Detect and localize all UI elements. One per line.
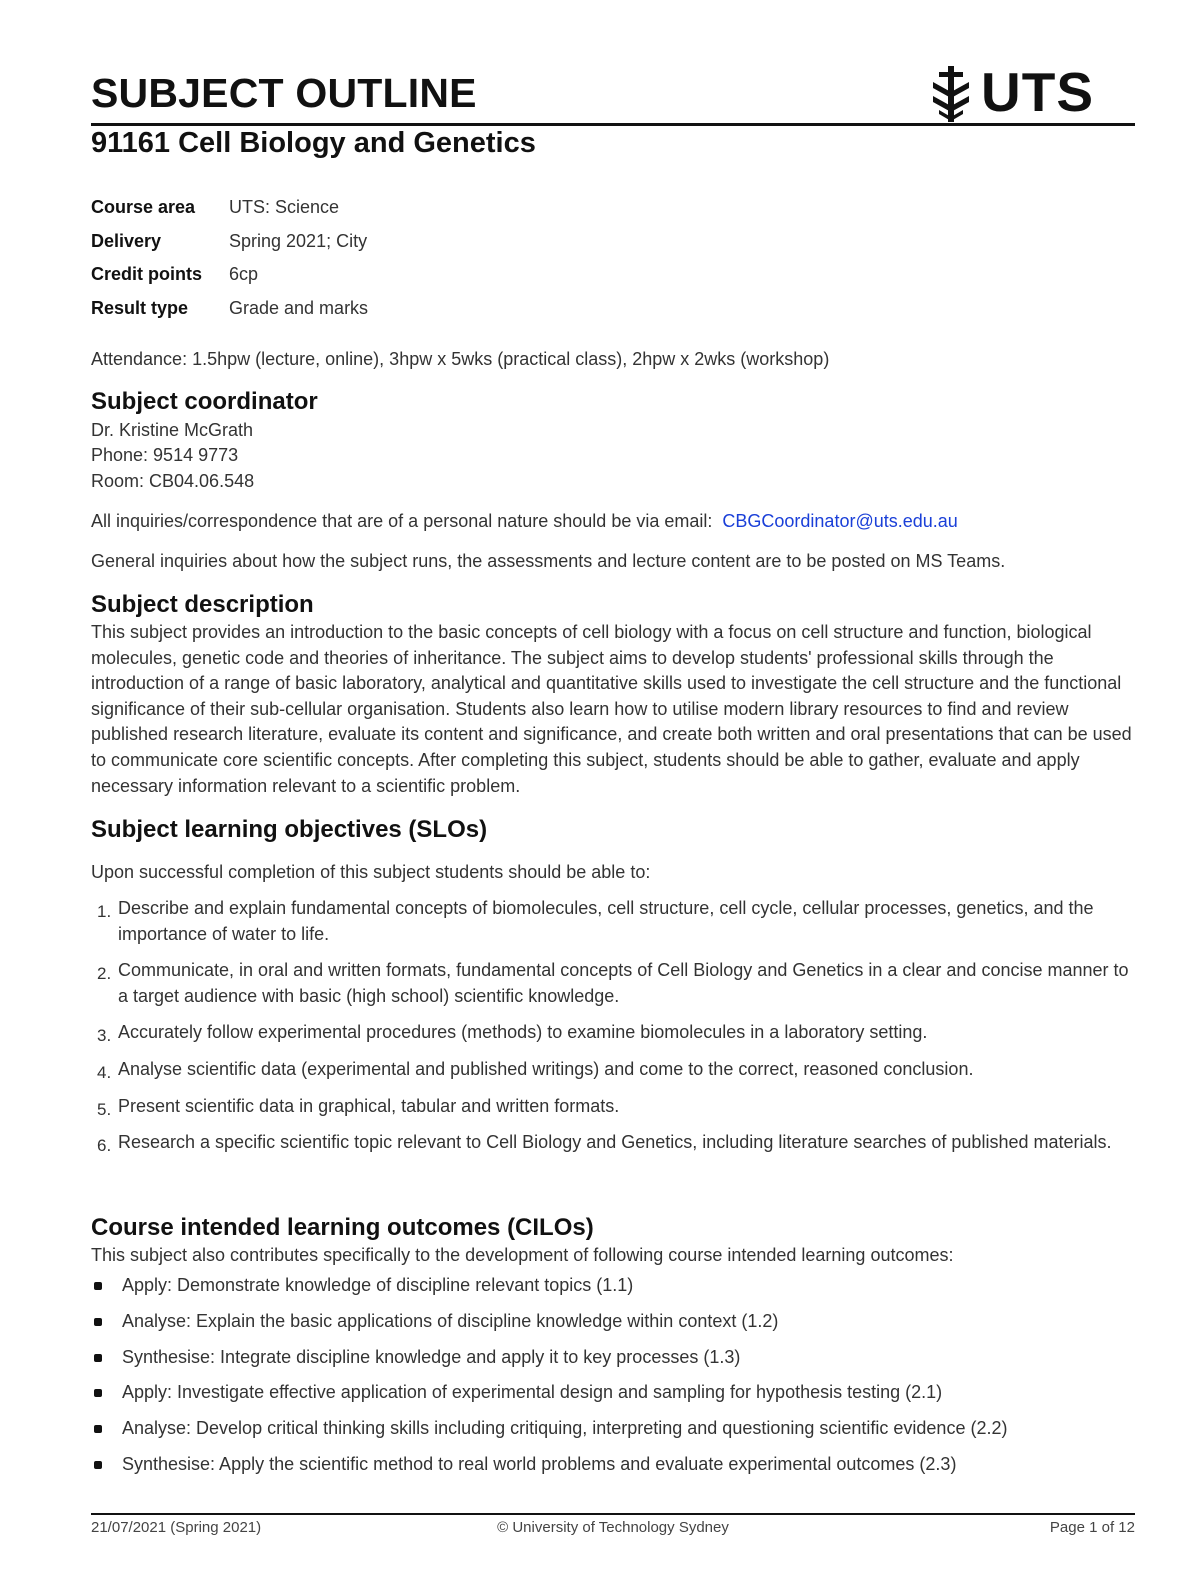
meta-label: Delivery (91, 230, 162, 251)
document-header (91, 61, 1135, 126)
cilo-text: Apply: Demonstrate knowledge of discipline relevant topics (1.1) (122, 1275, 634, 1295)
list-number: 4. (97, 1062, 112, 1082)
list-number: 5. (97, 1099, 112, 1119)
coordinator-phone: Phone: 9514 9773 (91, 445, 239, 465)
list-number: 3. (97, 1026, 112, 1046)
uts-logo-text: UTS (981, 61, 1094, 123)
coordinator-heading: Subject coordinator (91, 388, 318, 415)
cilo-text: Analyse: Explain the basic applications of discipline knowledge within context (1.2) (122, 1310, 779, 1331)
list-item (91, 1379, 1141, 1415)
footer-date: 21/07/2021 (Spring 2021) (91, 1519, 262, 1536)
bullet-icon (94, 1282, 102, 1290)
list-item (91, 1344, 1141, 1380)
coordinator-name: Dr. Kristine McGrath (91, 420, 254, 440)
slo-list (91, 896, 1141, 1167)
page-footer (91, 1519, 1135, 1541)
cilo-text: Analyse: Develop critical thinking skills including critiquing, interpreting and questioning scientific evidence (2.2) (122, 1418, 1008, 1439)
cilo-text: Apply: Investigate effective application of experimental design and sampling for hypothesis testing (2.1) (122, 1382, 943, 1403)
coordinator-room: Room: CB04.06.548 (91, 471, 255, 491)
coordinator-email-link[interactable]: CBGCoordinator@uts.edu.au (722, 511, 958, 531)
bullet-icon (94, 1425, 102, 1433)
general-inquiries-text: General inquiries about how the subject runs, the assessments and lecture content are to be posted on MS Teams. (91, 551, 1006, 571)
meta-value: Spring 2021; City (229, 230, 368, 251)
list-number: 1. (97, 902, 112, 921)
footer-divider (91, 1513, 1135, 1515)
header-divider (91, 123, 1135, 126)
list-item (91, 896, 1141, 947)
cilo-list (91, 1272, 1141, 1487)
slo-text: Describe and explain fundamental concepts of biomolecules, cell structure, cell cycle, cellular processes, genetics, and the importance of water to life. (118, 898, 1094, 944)
inquiries-line (91, 509, 1141, 535)
inquiries-text: All inquiries/correspondence that are of a personal nature should be via email: (91, 511, 713, 531)
meta-row-result-type (91, 296, 368, 330)
slo-text: Research a specific scientific topic relevant to Cell Biology and Genetics, including literature searches of published materials. (118, 1132, 1112, 1153)
cilo-text: Synthesise: Integrate discipline knowledge and apply it to key processes (1.3) (122, 1346, 741, 1367)
slo-text: Communicate, in oral and written formats, fundamental concepts of Cell Biology and Genetics in a clear and concise manner to a target audience with basic (high school) scientific knowledge. (118, 960, 1129, 1006)
attendance-text: Attendance: 1.5hpw (lecture, online), 3hpw x 5wks (practical class), 2hpw x 2wks (workshop) (91, 349, 830, 369)
bullet-icon (94, 1461, 102, 1469)
bullet-icon (94, 1318, 102, 1326)
list-item (91, 1272, 1141, 1308)
list-number: 2. (97, 964, 112, 984)
uts-crest-icon (929, 66, 973, 122)
footer-copyright: © University of Technology Sydney (497, 1519, 729, 1536)
meta-value: Grade and marks (229, 297, 369, 318)
cilo-text: Synthesise: Apply the scientific method to real world problems and evaluate experimental outcomes (2.3) (122, 1453, 957, 1474)
list-item (91, 1020, 1141, 1046)
slo-text: Present scientific data in graphical, tabular and written formats. (118, 1095, 620, 1116)
subject-title: 91161 Cell Biology and Genetics (91, 127, 536, 159)
meta-row-delivery (91, 229, 368, 263)
list-item (91, 1130, 1141, 1156)
slo-text: Analyse scientific data (experimental and published writings) and come to the correct, reasoned conclusion. (118, 1058, 974, 1079)
slo-heading: Subject learning objectives (SLOs) (91, 816, 488, 843)
uts-logo (929, 61, 1094, 123)
meta-value: UTS: Science (229, 197, 340, 217)
list-item (91, 1415, 1141, 1451)
list-number: 6. (97, 1136, 112, 1156)
slo-text: Accurately follow experimental procedures (methods) to examine biomolecules in a laboratory setting. (118, 1022, 928, 1043)
list-item (91, 1094, 1141, 1120)
bullet-icon (94, 1354, 102, 1362)
meta-row-credit-points (91, 262, 368, 296)
meta-value: 6cp (229, 264, 259, 284)
cilo-heading: Course intended learning outcomes (CILOs) (91, 1214, 594, 1241)
meta-row-course-area (91, 195, 368, 229)
meta-label: Credit points (91, 264, 202, 284)
meta-label: Course area (91, 197, 196, 217)
footer-page-number: Page 1 of 12 (1049, 1519, 1135, 1536)
cilo-intro: This subject also contributes specifically to the development of following course intended learning outcomes: (91, 1245, 954, 1265)
list-item (91, 1057, 1141, 1083)
slo-intro: Upon successful completion of this subject students should be able to: (91, 862, 651, 882)
document-title: SUBJECT OUTLINE (91, 70, 477, 116)
meta-label: Result type (91, 297, 189, 318)
bullet-icon (94, 1389, 102, 1397)
list-item (91, 958, 1141, 1009)
list-item (91, 1308, 1141, 1344)
description-body: This subject provides an introduction to the basic concepts of cell biology with a focus on cell structure and function, biological molecules, genetic code and theories of inheritance. The subject aims to develop students' professional skills through the introduction of a range of basic laboratory, analytical and quantitative skills used to investigate the cell structure and the functional significance of their sub-cellular organisation. Students also learn how to utilise modern library resources to find and review published research literature, evaluate its content and significance, and create both written and oral presentations that can be used to communicate core scientific concepts. After completing this subject, students should be able to gather, evaluate and apply necessary information relevant to a scientific problem. (91, 622, 1132, 796)
description-heading: Subject description (91, 591, 314, 618)
list-item (91, 1451, 1141, 1487)
subject-meta (91, 195, 368, 329)
